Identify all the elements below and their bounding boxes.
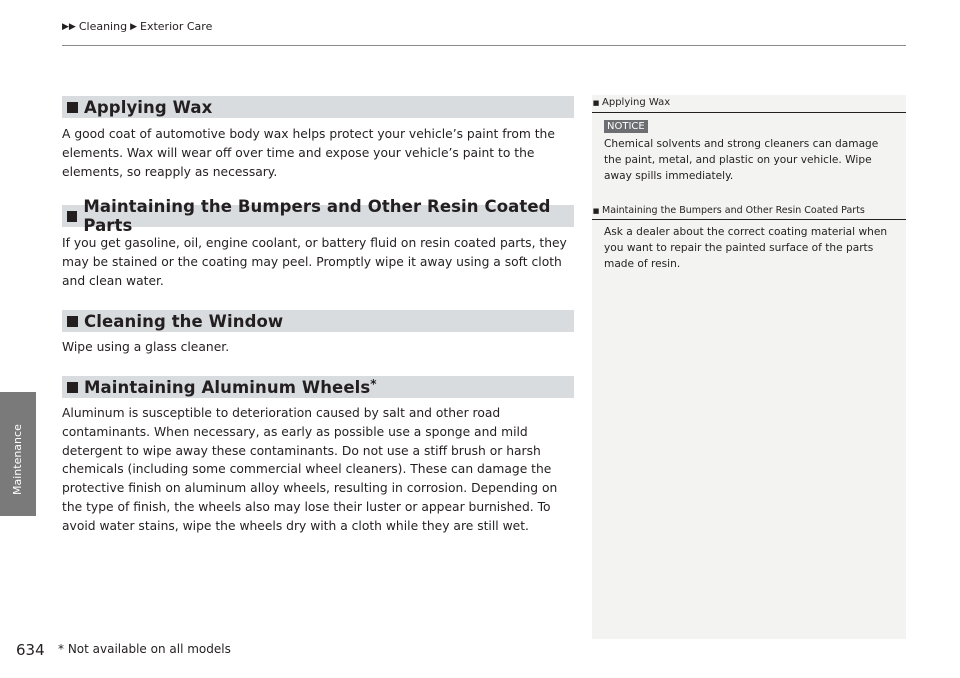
sidebar-text-bumpers: Ask a dealer about the correct coating material when you want to repair the painted surface of the parts made of resin. [604, 226, 888, 271]
sidebar-text-wax: Chemical solvents and strong cleaners can damage the paint, metal, and plastic on your vehicle. Wipe away spills immediately. [604, 138, 879, 183]
section-body-window: Wipe using a glass cleaner. [62, 340, 230, 354]
section-body-wheels: Aluminum is susceptible to deterioration caused by salt and other road contaminants. When necessary, as early as possible use a sponge and mild detergent to wipe away these contaminants. Do not use a stiff brush or harsh chemicals (including some commercial wheel cleaners). These can damage the protective finish on aluminum alloy wheels, resulting in corrosion. Depending on the type of finish, the wheels also may lose their luster or appear burnished. To avoid water stains, wipe the wheels dry with a cloth while they are still wet. [62, 406, 558, 533]
sidebar-title-bumpers [592, 205, 906, 216]
sidebar-title-text: Maintaining the Bumpers and Other Resin Coated Parts [602, 205, 865, 216]
section-heading-window [62, 310, 574, 332]
reference-bullet-icon: ■ [592, 206, 600, 215]
breadcrumb-exterior-care[interactable]: Exterior Care [140, 20, 213, 33]
triangle-right-icon: ▶▶ [62, 21, 76, 32]
chapter-tab-label: Maintenance [11, 424, 24, 496]
notice-badge: NOTICE [604, 120, 648, 133]
triangle-right-icon: ▶ [130, 21, 137, 32]
breadcrumb-cleaning[interactable]: Cleaning [78, 20, 128, 33]
header-rule [62, 45, 906, 46]
section-heading-bumpers [62, 197, 574, 235]
sidebar-title-wax [592, 97, 906, 108]
sidebar-title-text: Applying Wax [602, 97, 671, 108]
footnote: * Not available on all models [58, 642, 231, 656]
footnote-mark: * [370, 377, 377, 391]
section-heading-wax [62, 96, 574, 118]
page-number: 634 [16, 641, 45, 659]
section-body-wax: A good coat of automotive body wax helps protect your vehicle’s paint from the elements. Wax will wear off over time and expose your vehicle’s paint to the elements, so reapply as necessary. [62, 127, 555, 179]
section-title: Cleaning the Window [84, 311, 284, 331]
breadcrumb [62, 20, 212, 33]
square-bullet-icon [67, 211, 77, 222]
section-body-bumpers: If you get gasoline, oil, engine coolant, or battery fluid on resin coated parts, they may be stained or the coating may peel. Promptly wipe it away using a soft cloth and clean water. [62, 236, 567, 288]
square-bullet-icon [67, 382, 78, 393]
section-title: Maintaining the Bumpers and Other Resin Coated Parts [83, 197, 551, 235]
section-title: Maintaining Aluminum Wheels [84, 377, 371, 397]
section-title: Applying Wax [84, 97, 213, 117]
section-heading-wheels [62, 376, 574, 398]
square-bullet-icon [67, 316, 78, 327]
sidebar-rule [592, 112, 906, 113]
reference-bullet-icon: ■ [592, 98, 600, 107]
sidebar-rule [592, 219, 906, 220]
square-bullet-icon [67, 102, 78, 113]
